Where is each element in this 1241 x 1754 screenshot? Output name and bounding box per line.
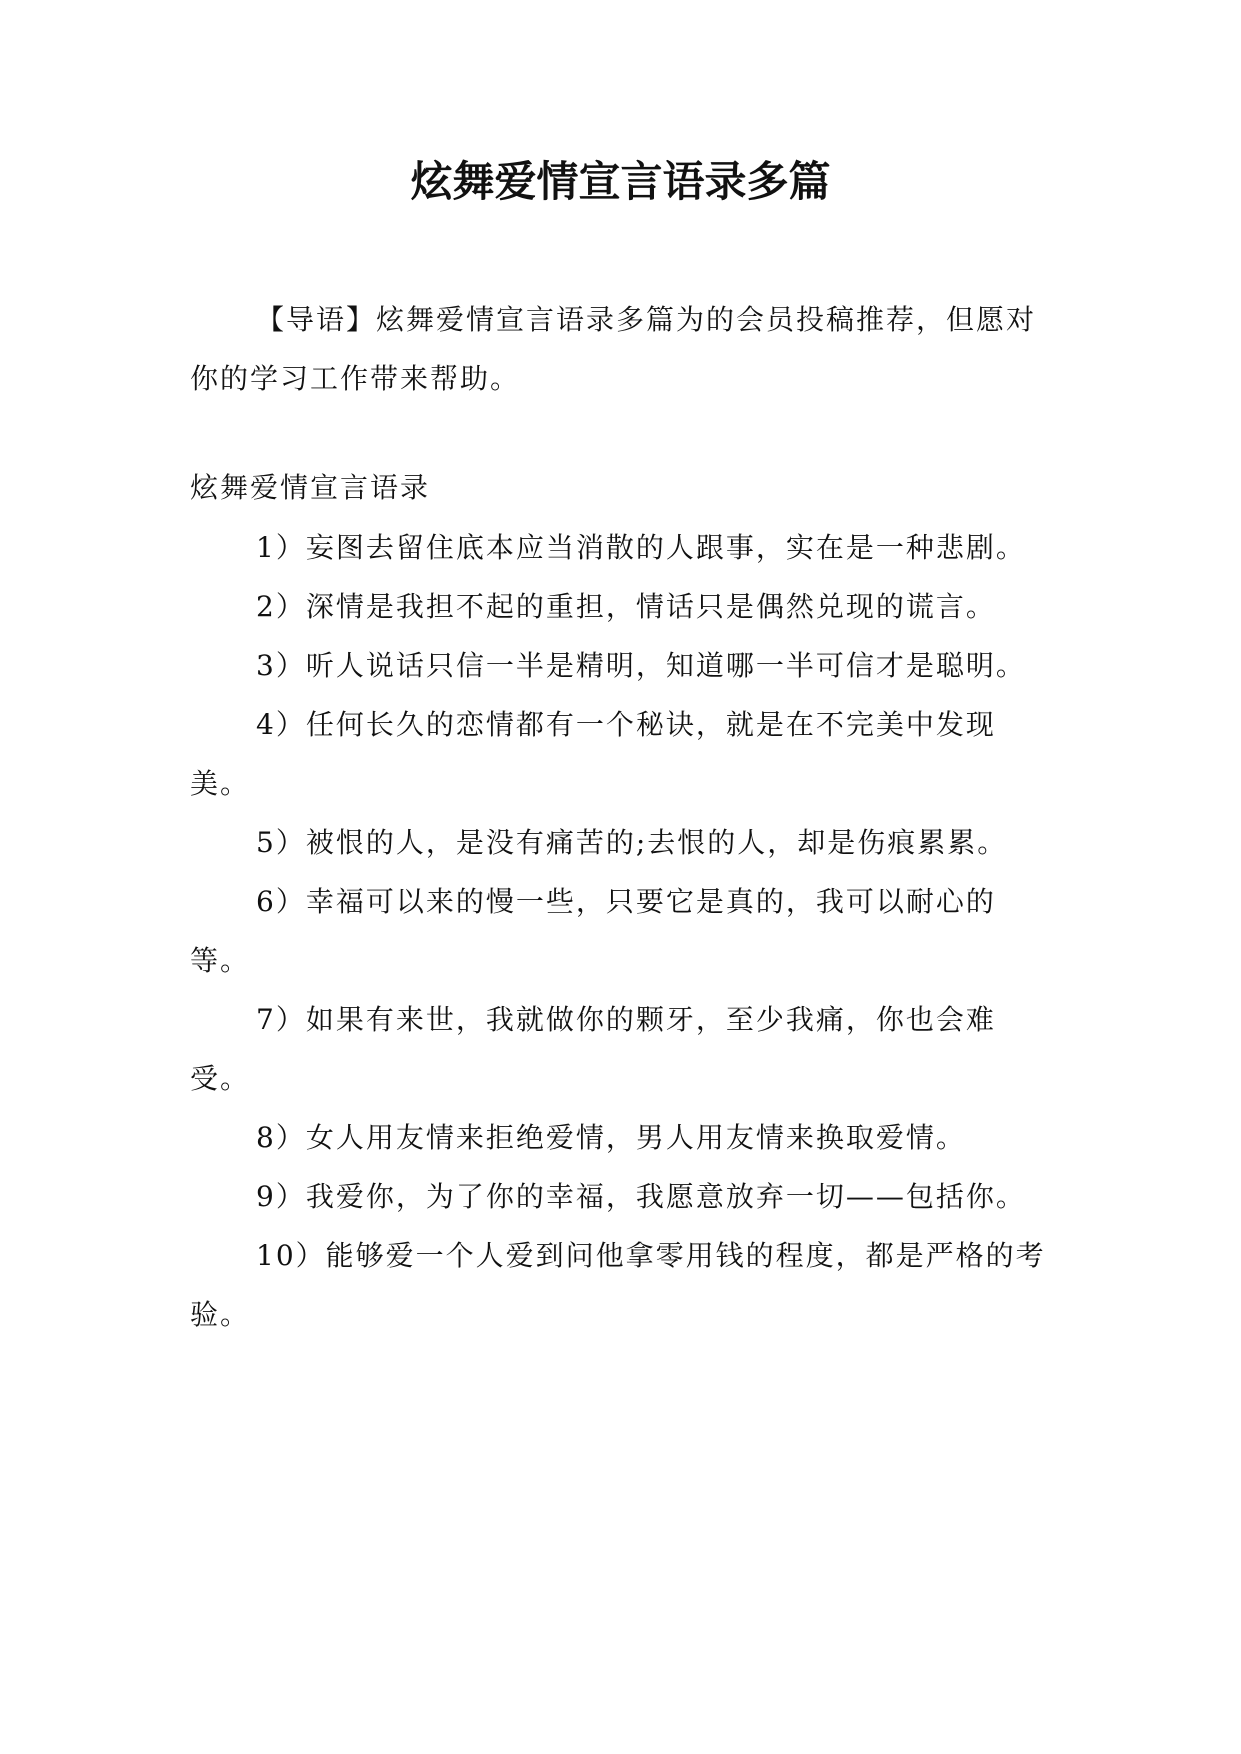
intro-paragraph: 【导语】炫舞爱情宣言语录多篇为的会员投稿推荐，但愿对你的学习工作带来帮助。 bbox=[190, 303, 1037, 395]
quote-item: 10）能够爱一个人爱到问他拿零用钱的程度，都是严格的考验。 bbox=[190, 1239, 1046, 1331]
quote-item: 3）听人说话只信一半是精明，知道哪一半可信才是聪明。 bbox=[256, 649, 1026, 682]
section-heading: 炫舞爱情宣言语录 bbox=[190, 471, 431, 504]
quote-item: 1）妄图去留住底本应当消散的人跟事，实在是一种悲剧。 bbox=[256, 531, 1026, 564]
quote-item: 2）深情是我担不起的重担，情话只是偶然兑现的谎言。 bbox=[256, 590, 996, 623]
quote-item: 6）幸福可以来的慢一些，只要它是真的，我可以耐心的等。 bbox=[190, 885, 996, 977]
quote-item: 8）女人用友情来拒绝爱情，男人用友情来换取爱情。 bbox=[256, 1121, 966, 1154]
quote-item: 5）被恨的人，是没有痛苦的;去恨的人，却是伤痕累累。 bbox=[256, 826, 1008, 859]
quote-item: 4）任何长久的恋情都有一个秘诀，就是在不完美中发现美。 bbox=[190, 708, 996, 800]
page-title: 炫舞爱情宣言语录多篇 bbox=[410, 157, 831, 206]
quote-item: 9）我爱你，为了你的幸福，我愿意放弃一切——包括你。 bbox=[256, 1180, 1026, 1213]
quote-item: 7）如果有来世，我就做你的颗牙，至少我痛，你也会难受。 bbox=[190, 1003, 996, 1095]
quote-list bbox=[190, 518, 1052, 1344]
